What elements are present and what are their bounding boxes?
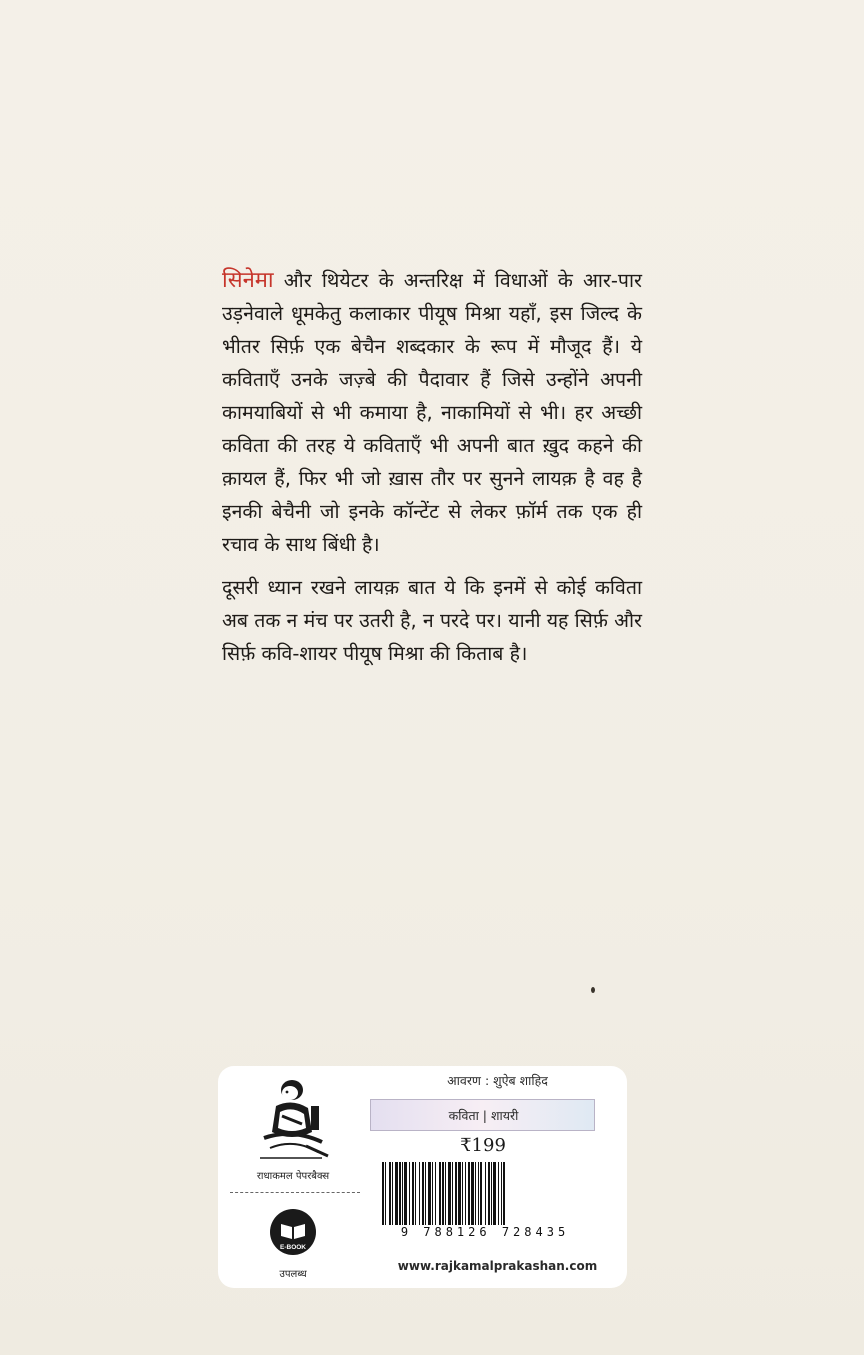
barcode-bar (385, 1162, 386, 1226)
barcode-bar (402, 1162, 403, 1226)
barcode-bar (442, 1162, 444, 1226)
barcode-bar (503, 1162, 505, 1226)
barcode-bar (382, 1162, 384, 1226)
print-speck (591, 987, 595, 993)
barcode-bar (439, 1162, 441, 1226)
barcode-bar (395, 1162, 398, 1226)
barcode-bar (485, 1162, 486, 1226)
blurb-paragraph-1 (222, 264, 642, 561)
blurb-paragraph-1-text: और थियेटर के अन्तरिक्ष में विधाओं के आर-पार उड़नेवाले धूमकेतु कलाकार पीयूष मिश्रा यहाँ, इस जिल्द के भीतर सिर्फ़ एक बेचैन शब्दकार के रूप में मौजूद हैं। ये कविताएँ उनके जज़्बे की पैदावार हैं जिसे उन्होंने अपनी कामयाबियों से भी कमाया है, नाकामियों से भी। हर अच्छी कविता की तरह ये कविताएँ भी अपनी बात ख़ुद कहने की क़ायल हैं, फिर भी जो ख़ास तौर पर सुनने लायक़ है वह है इनकी बेचैनी जो इनके कॉन्टेंट से लेकर फ़ॉर्म तक एक ही रचाव के साथ बिंधी है। (222, 269, 642, 556)
barcode-bar (445, 1162, 446, 1226)
category-label: कविता | शायरी (448, 1108, 519, 1123)
publisher-column (218, 1066, 368, 1288)
barcode-bar (392, 1162, 393, 1226)
e-book-icon (269, 1208, 317, 1256)
barcode-bar (493, 1162, 496, 1226)
blurb-lead-word: सिनेमा (222, 268, 274, 293)
barcode-bar (432, 1162, 433, 1226)
barcode-bar (465, 1162, 466, 1226)
barcode-bar (425, 1162, 426, 1226)
barcode-bar (455, 1162, 457, 1226)
barcode-bar (412, 1162, 414, 1226)
e-book-label: E-BOOK (280, 1244, 306, 1251)
barcode-bar (428, 1162, 431, 1226)
barcode-bar (488, 1162, 490, 1226)
barcode-bar (501, 1162, 502, 1226)
publisher-website: www.rajkamalprakashan.com (397, 1259, 598, 1273)
category-box (370, 1099, 595, 1131)
cover-credit: आवरण : शुऐब शाहिद (447, 1073, 548, 1088)
barcode-bar (448, 1162, 451, 1226)
publisher-info-panel (218, 1066, 627, 1288)
barcode-bar (399, 1162, 401, 1226)
barcode-bar (422, 1162, 424, 1226)
barcode-bar (415, 1162, 416, 1226)
blurb-paragraph-2: दूसरी ध्यान रखने लायक़ बात ये कि इनमें से कोई कविता अब तक न मंच पर उतरी है, न परदे पर। यानी यह सिर्फ़ और सिर्फ़ कवि-शायर पीयूष मिश्रा की किताब है। (222, 576, 642, 665)
barcode-bar (389, 1162, 391, 1226)
barcode-bar (435, 1162, 436, 1226)
barcode-bar (452, 1162, 453, 1226)
barcode-bar (471, 1162, 474, 1226)
e-book-available: उपलब्ध (279, 1269, 307, 1280)
dashed-divider (230, 1192, 360, 1193)
barcode-bar (409, 1162, 410, 1226)
barcode-bar (478, 1162, 479, 1226)
barcode-bar (462, 1162, 463, 1226)
barcode-bar (480, 1162, 482, 1226)
barcode-bar (475, 1162, 476, 1226)
publisher-name: राधाकमल पेपरबैक्स (256, 1171, 330, 1182)
barcode-bar (404, 1162, 407, 1226)
isbn-number: 9 788126 728435 (378, 1225, 592, 1239)
barcode-bar (468, 1162, 470, 1226)
blurb-text (222, 264, 642, 670)
barcode-bar (491, 1162, 492, 1226)
price-label: ₹199 (460, 1135, 506, 1156)
barcode-bar (498, 1162, 499, 1226)
barcode-bar (458, 1162, 461, 1226)
publisher-logo-icon (256, 1076, 332, 1166)
barcode-bar (419, 1162, 420, 1226)
